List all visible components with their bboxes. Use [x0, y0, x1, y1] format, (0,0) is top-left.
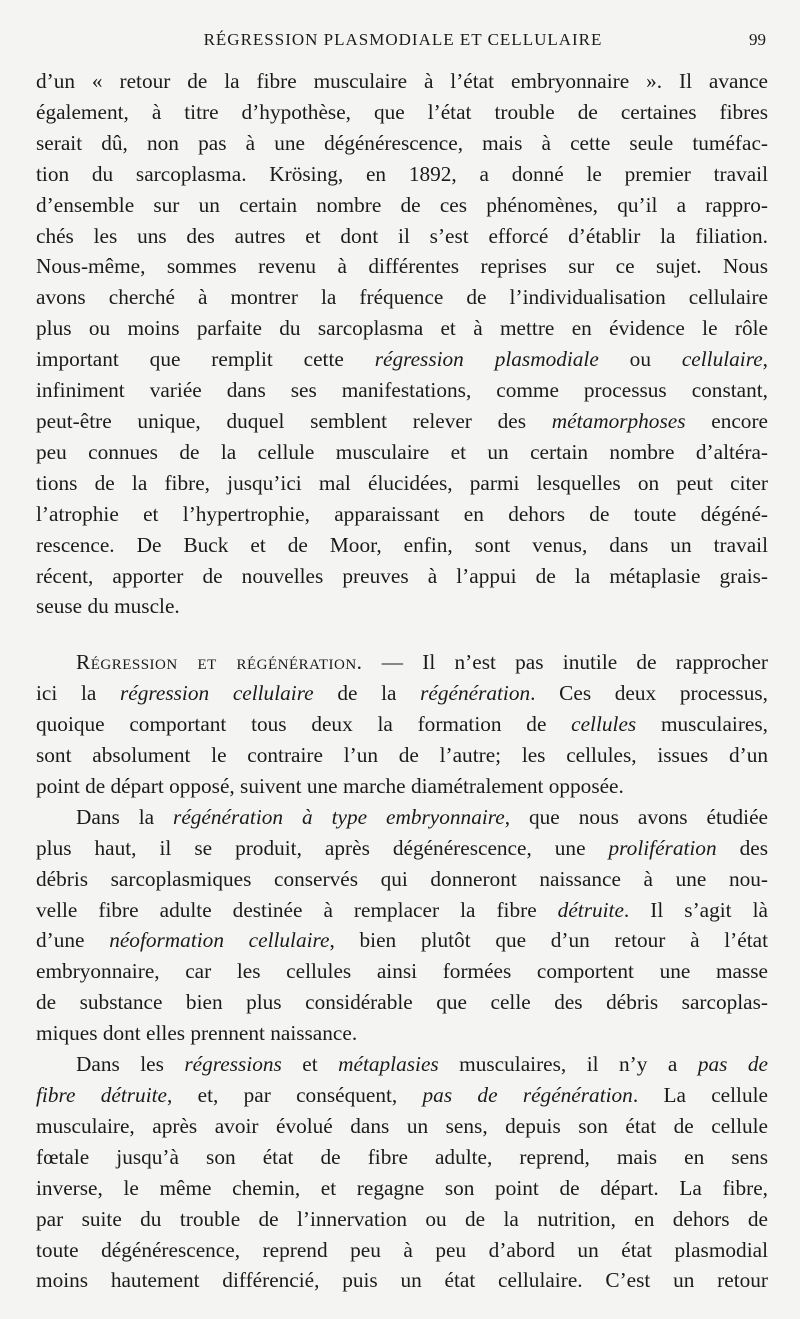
text-line: velle fibre adulte destinée à remplacer la fibre détruite. Il s’agit là — [36, 897, 768, 922]
text-line: de substance bien plus considérable que celle des débris sarcoplas- — [36, 990, 768, 1015]
text-line: avons cherché à montrer la fréquence de l’individualisation cellulaire — [36, 285, 768, 310]
text-line: également, à titre d’hypothèse, que l’état trouble de certaines fibres — [36, 99, 768, 124]
text-line: moins hautement différencié, puis un état cellulaire. C’est un retour — [36, 1268, 768, 1293]
text-line: peu connues de la cellule musculaire et un certain nombre d’altéra- — [36, 439, 768, 464]
section-gap — [36, 622, 768, 647]
text-line: quoique comportant tous deux la formation de cellules musculaires, — [36, 712, 768, 737]
text-line: Dans la régénération à type embryonnaire, que nous avons étudiée — [76, 804, 768, 829]
text-line: serait dû, non pas à une dégénérescence, mais à cette seule tuméfac- — [36, 130, 768, 155]
body-text — [36, 66, 768, 1296]
text-line: embryonnaire, car les cellules ainsi formées comportent une masse — [36, 959, 768, 984]
text-line: l’atrophie et l’hypertrophie, apparaissant en dehors de toute dégéné- — [36, 501, 768, 526]
text-line: miques dont elles prennent naissance. — [36, 1021, 358, 1046]
text-line: d’ensemble sur un certain nombre de ces phénomènes, qu’il a rappro- — [36, 192, 768, 217]
text-line: plus ou moins parfaite du sarcoplasma et à mettre en évidence le rôle — [36, 316, 768, 341]
text-line: point de départ opposé, suivent une marche diamétralement opposée. — [36, 773, 624, 798]
text-line: chés les uns des autres et dont il s’est efforcé d’établir la filiation. — [36, 223, 768, 248]
section-heading: Régression et régénération. — [76, 650, 363, 675]
running-title: RÉGRESSION PLASMODIALE ET CELLULAIRE — [203, 30, 603, 49]
paragraph-3 — [36, 802, 768, 1049]
text-line: Nous-même, sommes revenu à différentes reprises sur ce sujet. Nous — [36, 254, 768, 279]
text-line: fibre détruite, et, par conséquent, pas de régénération. La cellule — [36, 1083, 768, 1107]
text-line: ici la régression cellulaire de la régénération. Ces deux processus, — [36, 681, 768, 706]
paragraph-1 — [36, 66, 768, 622]
text-line: peut-être unique, duquel semblent relever des métamorphoses encore — [36, 408, 768, 433]
text-line: tions de la fibre, jusqu’ici mal élucidées, parmi lesquelles on peut citer — [36, 470, 768, 495]
text-line: Dans les régressions et métaplasies musculaires, il n’y a pas de — [76, 1052, 768, 1077]
text-line: sont absolument le contraire l’un de l’autre; les cellules, issues d’un — [36, 743, 768, 768]
text-line: fœtale jusqu’à son état de fibre adulte, reprend, mais en sens — [36, 1144, 768, 1169]
text-line: tion du sarcoplasma. Krösing, en 1892, a donné le premier travail — [36, 161, 768, 186]
page-header — [38, 30, 768, 54]
text-line: rescence. De Buck et de Moor, enfin, sont venus, dans un travail — [36, 532, 768, 557]
text-line: d’une néoformation cellulaire, bien plutôt que d’un retour à l’état — [36, 928, 768, 953]
text-line: Régression et régénération. — Il n’est pas inutile de rapprocher — [76, 650, 769, 675]
text-line: récent, apporter de nouvelles preuves à l’appui de la métaplasie grais- — [36, 563, 768, 588]
text-line: plus haut, il se produit, après dégénérescence, une prolifération des — [36, 835, 768, 860]
text-line: toute dégénérescence, reprend peu à peu d’abord un état plasmodial — [36, 1237, 768, 1262]
paragraph-4 — [36, 1049, 768, 1296]
text-line: seuse du muscle. — [36, 594, 180, 619]
text-line: musculaire, après avoir évolué dans un sens, depuis son état de cellule — [36, 1113, 768, 1138]
text-line: inverse, le même chemin, et regagne son point de départ. La fibre, — [36, 1175, 768, 1200]
paragraph-2 — [36, 647, 768, 802]
text-line: infiniment variée dans ses manifestations, comme processus constant, — [36, 378, 768, 403]
text-line: d’un « retour de la fibre musculaire à l’état embryonnaire ». Il avance — [36, 69, 768, 93]
text-line: par suite du trouble de l’innervation ou de la nutrition, en dehors de — [36, 1206, 768, 1231]
text-line: débris sarcoplasmiques conservés qui donneront naissance à une nou- — [36, 866, 768, 891]
text-line: important que remplit cette régression plasmodiale ou cellulaire, — [36, 347, 768, 372]
page-number: 99 — [749, 30, 766, 49]
